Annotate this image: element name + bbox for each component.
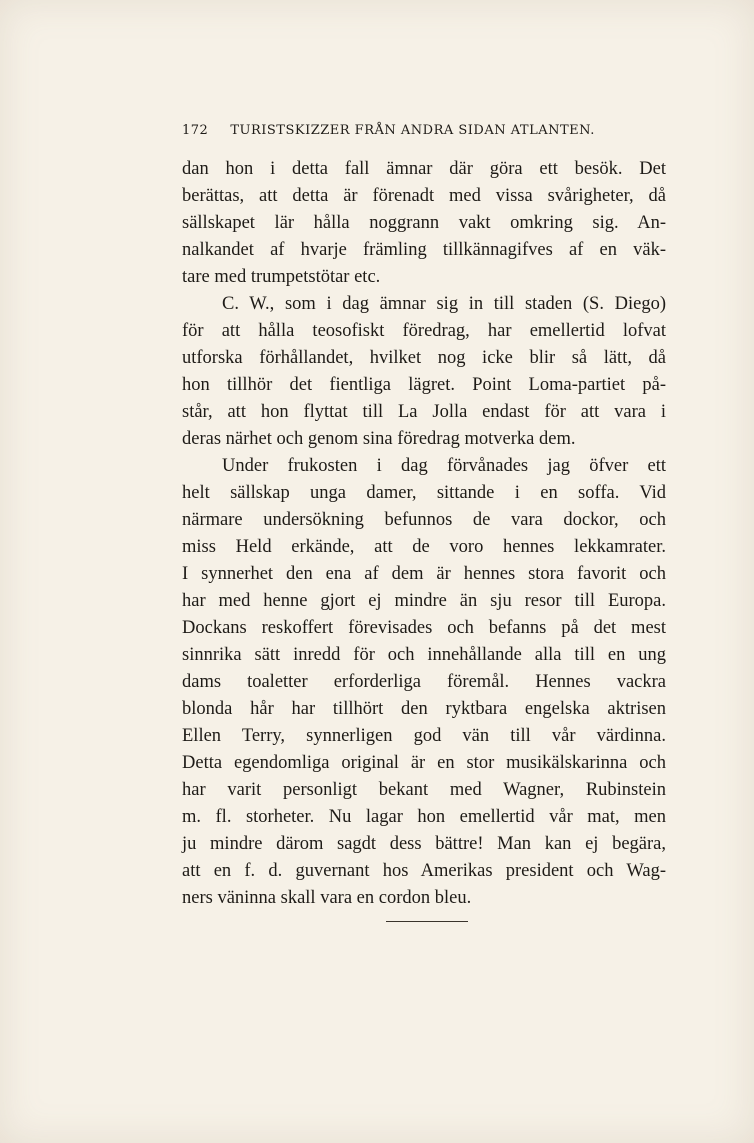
text-line: ners väninna skall vara en cordon bleu. xyxy=(182,888,472,908)
text-line: utforska förhållandet, hvilket nog icke blir så lätt, då xyxy=(182,348,666,368)
text-line: nalkandet af hvarje främling tillkännagifves af en väk- xyxy=(182,240,666,260)
text-line: tare med trumpetstötar etc. xyxy=(182,267,381,287)
text-line: berättas, att detta är förenadt med vissa svårigheter, då xyxy=(182,186,666,206)
text-line: närmare undersökning befunnos de vara dockor, och xyxy=(182,510,666,530)
text-line: blonda hår har tillhört den ryktbara engelska aktrisen xyxy=(182,699,666,719)
text-line: har varit personligt bekant med Wagner, Rubinstein xyxy=(182,780,666,800)
text-line: hon tillhör det fientliga lägret. Point Loma-partiet på- xyxy=(182,375,666,395)
text-line: står, att hon flyttat till La Jolla endast för att vara i xyxy=(182,402,666,422)
text-line: sinnrika sätt inredd för och innehållande alla till en ung xyxy=(182,645,666,665)
text-line: deras närhet och genom sina föredrag motverka dem. xyxy=(182,429,576,449)
text-line: har med henne gjort ej mindre än sju resor till Europa. xyxy=(182,591,666,611)
text-line: C. W., som i dag ämnar sig in till staden (S. Diego) xyxy=(222,294,666,314)
body-text xyxy=(182,156,666,912)
text-line: Detta egendomliga original är en stor musikälskarinna och xyxy=(182,753,666,773)
text-line: ju mindre därom sagdt dess bättre! Man kan ej begära, xyxy=(182,834,666,854)
text-line: Ellen Terry, synnerligen god vän till vår värdinna. xyxy=(182,726,666,746)
text-line: sällskapet lär hålla noggrann vakt omkring sig. An- xyxy=(182,213,666,233)
text-line: Under frukosten i dag förvånades jag öfver ett xyxy=(222,456,666,476)
text-line: att en f. d. guvernant hos Amerikas president och Wag- xyxy=(182,861,666,881)
running-title: TURISTSKIZZER FRÅN ANDRA SIDAN ATLANTEN. xyxy=(230,123,595,138)
running-header xyxy=(182,123,612,138)
text-line: dan hon i detta fall ämnar där göra ett besök. Det xyxy=(182,159,666,179)
text-line: miss Held erkände, att de voro hennes lekkamrater. xyxy=(182,537,666,557)
text-line: m. fl. storheter. Nu lagar hon emellertid vår mat, men xyxy=(182,807,666,827)
section-end-rule xyxy=(386,921,468,922)
text-line: helt sällskap unga damer, sittande i en soffa. Vid xyxy=(182,483,666,503)
text-line: I synnerhet den ena af dem är hennes stora favorit och xyxy=(182,564,666,584)
page-number: 172 xyxy=(182,123,209,138)
text-line: för att hålla teosofiskt föredrag, har emellertid lofvat xyxy=(182,321,666,341)
text-line: Dockans reskoffert förevisades och befanns på det mest xyxy=(182,618,666,638)
text-line: dams toaletter erforderliga föremål. Hennes vackra xyxy=(182,672,666,692)
